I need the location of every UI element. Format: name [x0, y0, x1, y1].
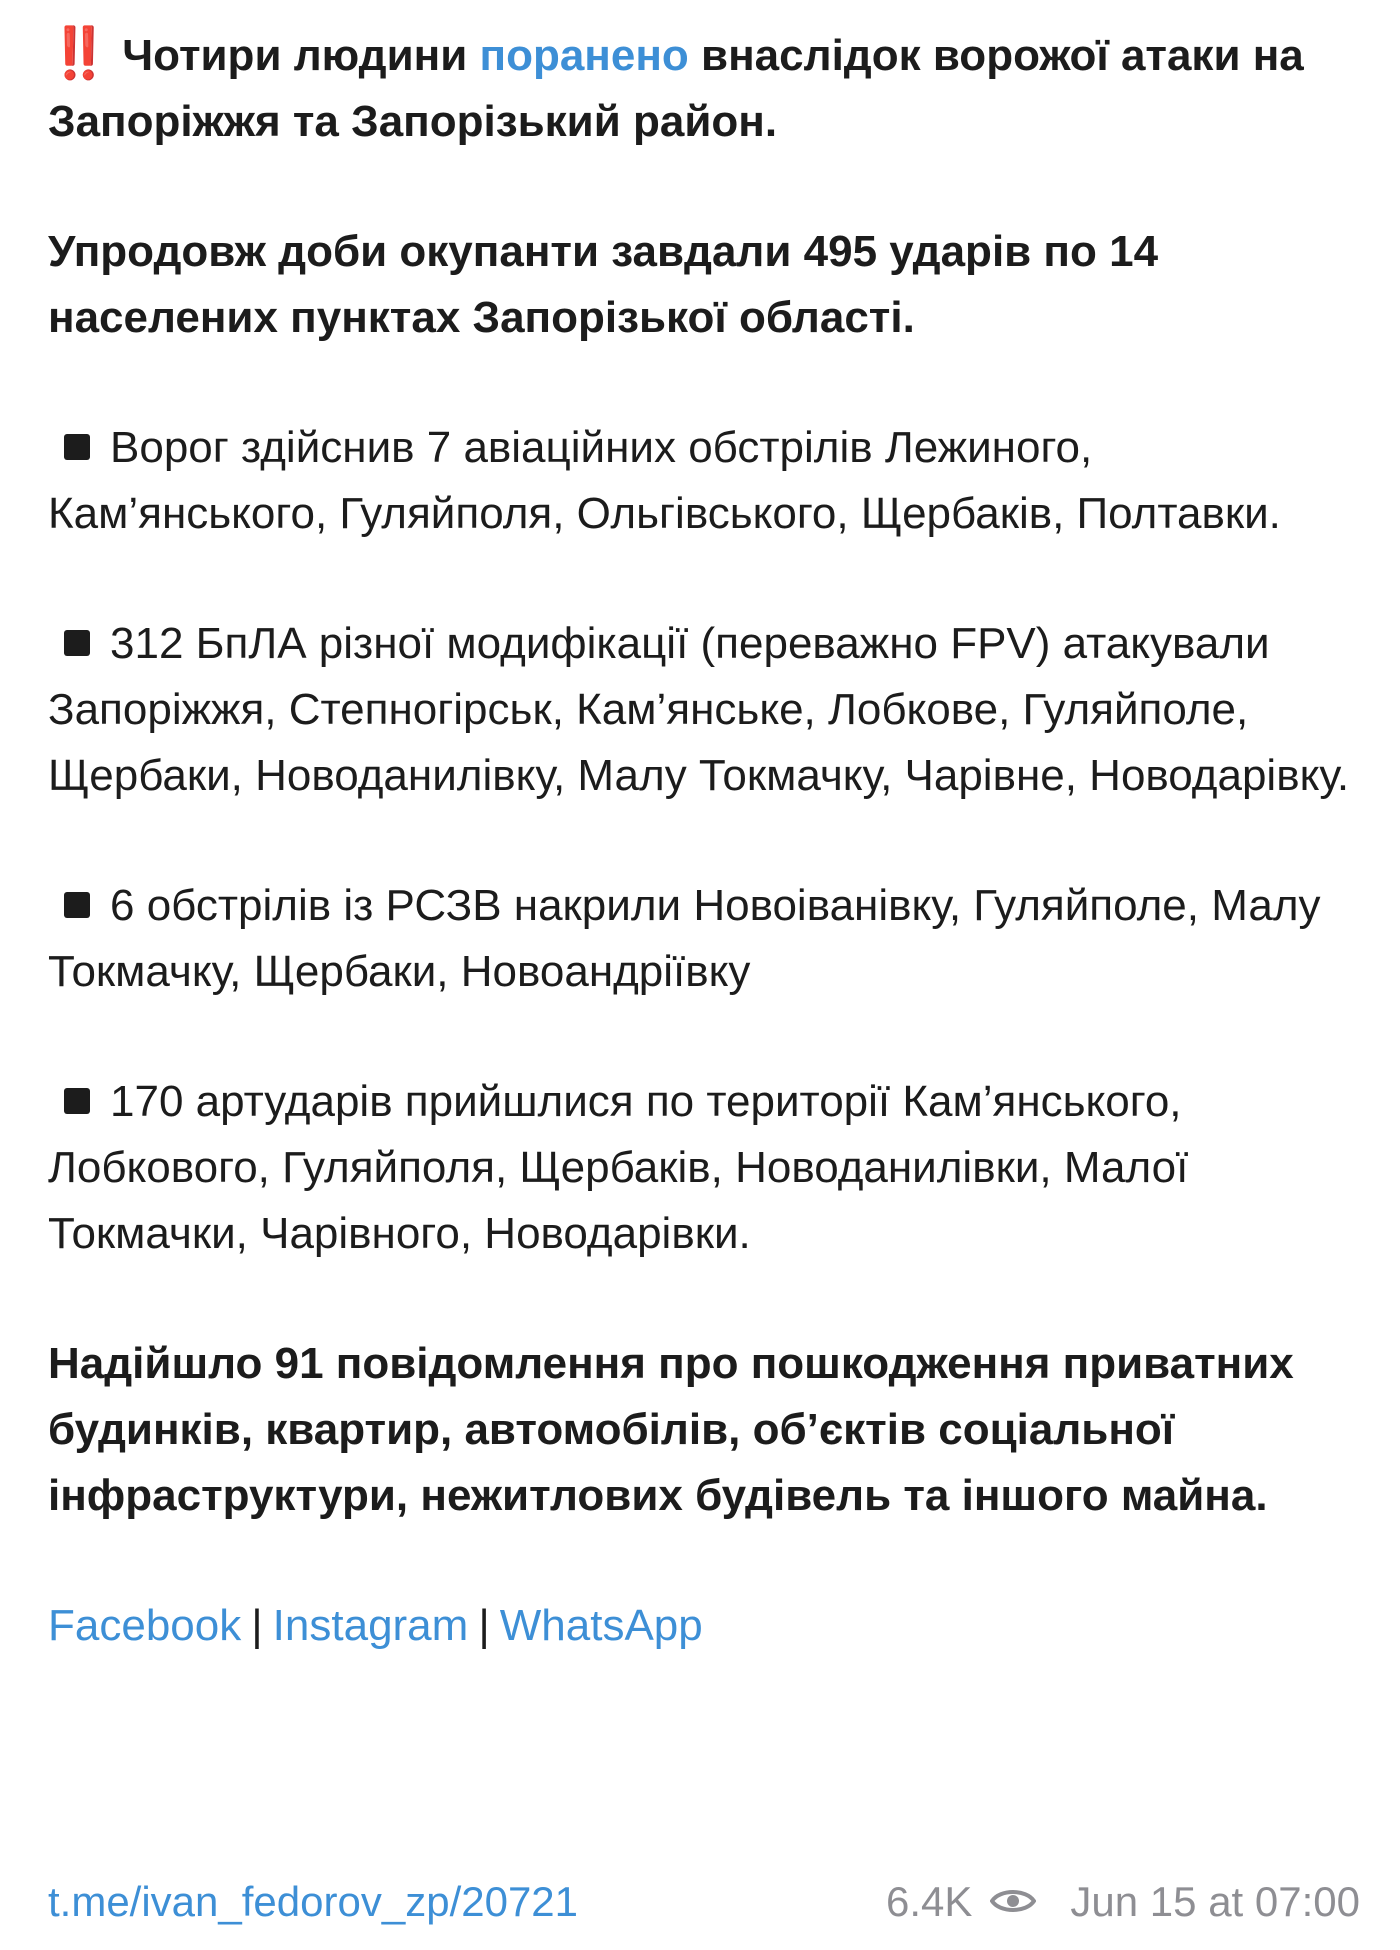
black-square-icon	[64, 1088, 90, 1114]
headline	[48, 20, 1368, 155]
spacer	[48, 1267, 1368, 1331]
spacer	[48, 155, 1368, 219]
bullet-item	[48, 1069, 1368, 1267]
spacer	[48, 1529, 1368, 1593]
bullet-item	[48, 873, 1368, 1005]
eye-icon	[990, 1878, 1036, 1926]
whatsapp-link[interactable]: WhatsApp	[499, 1601, 703, 1650]
double-exclamation-icon: ‼️	[48, 25, 105, 81]
post-link[interactable]: t.me/ivan_fedorov_zp/20721	[48, 1878, 579, 1925]
link-separator: |	[478, 1601, 490, 1650]
summary-text: Упродовж доби окупанти завдали 495 ударів по 14 населених пунктах Запорізької області.	[48, 227, 1159, 342]
social-links	[48, 1593, 1368, 1659]
headline-text-before: Чотири людини	[122, 31, 468, 80]
bullet-text: 312 БпЛА різної модифікації (переважно FPV) атакували Запоріжжя, Степногірськ, Кам’янське, Лобкове, Гуляйполе, Щербаки, Новоданилівку, Малу Токмачку, Чарівне, Новодарівку.	[48, 619, 1350, 800]
black-square-icon	[64, 892, 90, 918]
bullet-text: Ворог здійснив 7 авіаційних обстрілів Лежиного, Кам’янського, Гуляйполя, Ольгівського, Щербаків, Полтавки.	[48, 423, 1281, 538]
damage-text: Надійшло 91 повідомлення про пошкодження приватних будинків, квартир, автомобілів, об’єктів соціальної інфраструктури, нежитлових будівель та іншого майна.	[48, 1339, 1294, 1520]
meta-right	[886, 1878, 1360, 1926]
bullet-item	[48, 415, 1368, 547]
spacer	[48, 351, 1368, 415]
black-square-icon	[64, 434, 90, 460]
bullet-text: 6 обстрілів із РСЗВ накрили Новоіванівку, Гуляйполе, Малу Токмачку, Щербаки, Новоандріївку	[48, 881, 1321, 996]
link-separator: |	[251, 1601, 263, 1650]
instagram-link[interactable]: Instagram	[272, 1601, 469, 1650]
timestamp: Jun 15 at 07:00	[1070, 1878, 1360, 1925]
black-square-icon	[64, 630, 90, 656]
spacer	[48, 1005, 1368, 1069]
spacer	[48, 809, 1368, 873]
bullet-item	[48, 611, 1368, 809]
bullet-text: 170 артударів прийшлися по території Кам’янського, Лобкового, Гуляйполя, Щербаків, Новоданилівки, Малої Токмачки, Чарівного, Новодарівки.	[48, 1077, 1189, 1258]
message-meta	[48, 1872, 1360, 1932]
headline-text-after: внаслідок ворожої атаки на Запоріжжя та Запорізький район.	[48, 31, 1304, 146]
spacer	[48, 547, 1368, 611]
view-count: 6.4K	[886, 1878, 973, 1925]
message-body	[48, 20, 1368, 1659]
injured-link[interactable]: поранено	[479, 31, 689, 80]
facebook-link[interactable]: Facebook	[48, 1601, 242, 1650]
